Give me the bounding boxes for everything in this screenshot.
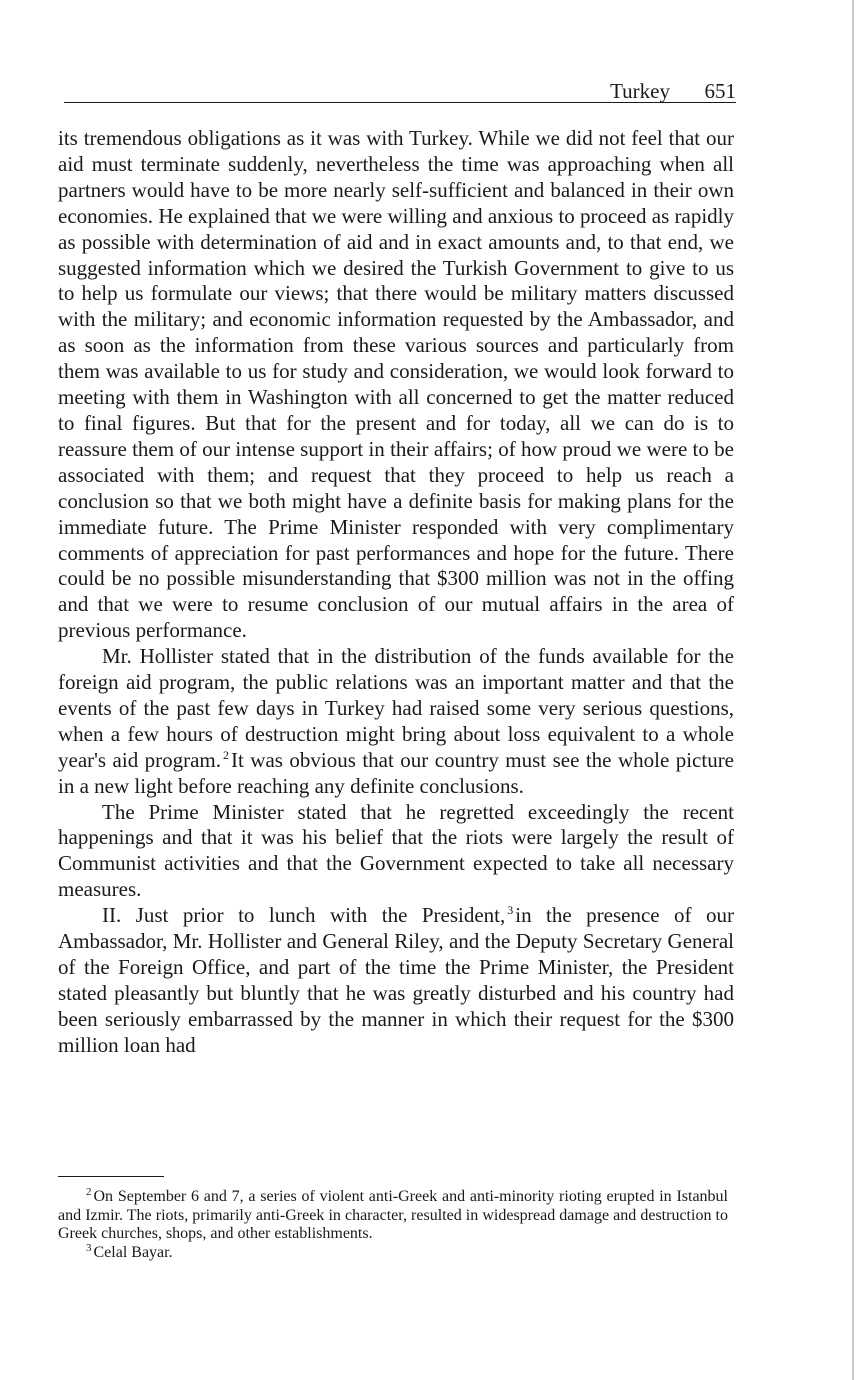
paragraph-2-text-b: It was obvious that our country must see the whole picture in a new light before reaching any definite conclusions. (58, 747, 735, 798)
footnote-2-mark: 2 (86, 1186, 92, 1198)
page-edge-shadow (852, 0, 854, 1380)
footnote-3-text: Celal Bayar. (93, 1243, 173, 1261)
paragraph-4-text-a: II. Just prior to lunch with the President, (102, 903, 506, 928)
footnote-2 (58, 1188, 728, 1244)
footnotes (58, 1188, 728, 1262)
paragraph-4 (58, 903, 734, 1058)
footnote-ref-2: 2 (223, 747, 230, 762)
running-header (64, 80, 736, 103)
paragraph-2-text-a: Mr. Hollister stated that in the distribution of the funds available for the foreign aid program, the public relations was an important matter and that the events of the past few days in Turkey had raised some very serious questions, when a few hours of destruction might bring about loss equivalent to a whole year's aid program. (58, 644, 734, 772)
footnote-2-text: On September 6 and 7, a series of violent anti-Greek and anti-minority rioting erupted in Istanbul and Izmir. The riots, primarily anti-Greek in character, resulted in widespread damage and destruction to Greek churches, shops, and other establishments. (58, 1188, 728, 1242)
body-text (58, 126, 734, 1059)
paragraph-3: The Prime Minister stated that he regretted exceedingly the recent happenings and that it was his belief that the riots were largely the result of Communist activities and that the Government expected to take all necessary measures. (58, 799, 734, 902)
footnote-3-mark: 3 (86, 1241, 92, 1254)
paragraph-4-text-b: in the presence of our Ambassador, Mr. Hollister and General Riley, and the Deputy Secretary General of the Foreign Office, and part of the time the Prime Minister, the President stated pleasantly but bluntly that he was greatly disturbed and his country had been seriously embarrassed by the manner in which their request for the $300 million loan had (58, 903, 734, 1057)
header-section-title: Turkey (610, 79, 670, 103)
footnote-divider (58, 1176, 164, 1177)
paragraph-1: its tremendous obligations as it was with Turkey. While we did not feel that our aid must terminate suddenly, nevertheless the time was approaching when all partners would have to be more nearly self-sufficient and balanced in their own economies. He explained that we were willing and anxious to proceed as rapidly as possible with determination of aid and in exact amounts and, to that end, we suggested information which we desired the Turkish Government to give to us to help us formulate our views; that there would be military matters discussed with the military; and economic information requested by the Ambassador, and as soon as the information from these various sources and particularly from them was available to us for study and consideration, we would look forward to meeting with them in Washington with all concerned to get the matter reduced to final figures. But that for the present and for today, all we can do is to reassure them of our intense support in their affairs; of how proud we were to be associated with them; and request that they proceed to help us reach a conclusion so that we both might have a definite basis for making plans for the immediate future. The Prime Minister responded with very complimentary comments of appreciation for past performances and hope for the future. There could be no possible misunderstanding that $300 million was not in the offing and that we were to resume conclusion of our mutual affairs in the area of previous performance. (58, 126, 734, 643)
paragraph-2 (58, 644, 734, 799)
page-number: 651 (704, 79, 736, 103)
footnote-ref-3: 3 (507, 903, 514, 918)
footnote-3 (58, 1241, 728, 1263)
